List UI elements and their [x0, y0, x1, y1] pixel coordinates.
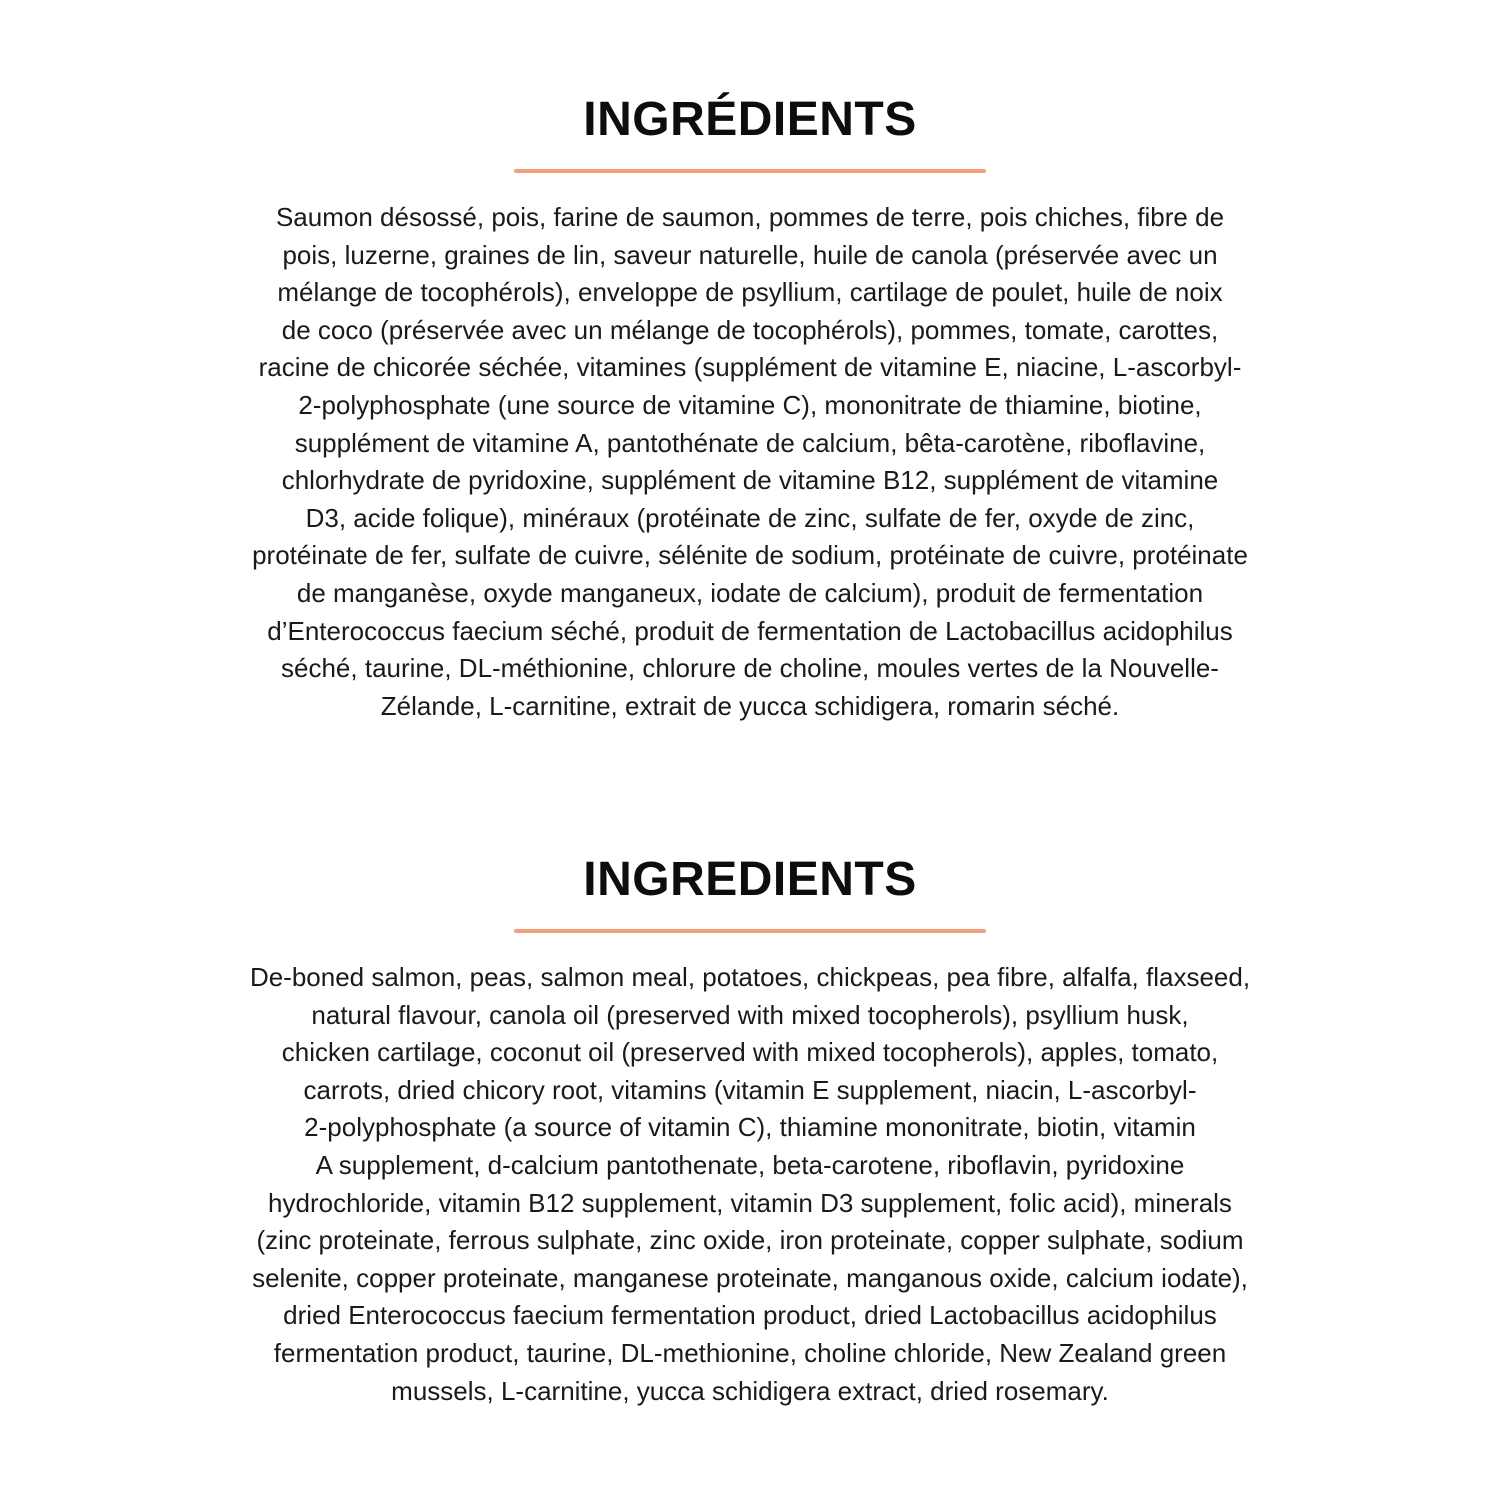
ingredient-line: séché, taurine, DL-méthionine, chlorure de choline, moules vertes de la Nouvelle-: [281, 653, 1219, 684]
ingredient-line: mélange de tocophérols), enveloppe de psyllium, cartilage de poulet, huile de noix: [277, 277, 1223, 308]
ingredient-line: De-boned salmon, peas, salmon meal, potatoes, chickpeas, pea fibre, alfalfa, flaxseed,: [249, 962, 1251, 992]
french-ingredients-text: [100, 199, 1400, 725]
ingredient-line: de coco (préservée avec un mélange de tocophérols), pommes, tomate, carottes,: [281, 314, 1219, 345]
ingredient-line: racine de chicorée séchée, vitamines (supplément de vitamine E, niacine, L-ascorbyl-: [258, 352, 1242, 383]
ingredient-line: selenite, copper proteinate, manganese proteinate, manganous oxide, calcium iodate),: [252, 1262, 1248, 1293]
english-ingredients-section: [0, 848, 1500, 1410]
ingredient-line: de manganèse, oxyde manganeux, iodate de calcium), produit de fermentation: [296, 577, 1204, 608]
ingredient-line: carrots, dried chicory root, vitamins (vitamin E supplement, niacin, L-ascorbyl-: [303, 1074, 1197, 1105]
ingredient-line: d’Enterococcus faecium séché, produit de fermentation de Lactobacillus acidophilus: [267, 615, 1233, 646]
english-heading-divider: [514, 929, 986, 933]
ingredient-line: (zinc proteinate, ferrous sulphate, zinc oxide, iron proteinate, copper sulphate, sodium: [256, 1225, 1244, 1256]
ingredient-line: chicken cartilage, coconut oil (preserved with mixed tocopherols), apples, tomato,: [281, 1037, 1219, 1068]
ingredient-line: fermentation product, taurine, DL-methionine, choline chloride, New Zealand green: [273, 1337, 1227, 1368]
english-heading: INGREDIENTS: [583, 853, 917, 906]
ingredient-line: 2-polyphosphate (a source of vitamin C), thiamine mononitrate, biotin, vitamin: [304, 1112, 1196, 1143]
ingredient-line: dried Enterococcus faecium fermentation product, dried Lactobacillus acidophilus: [283, 1300, 1217, 1331]
ingredient-line: hydrochloride, vitamin B12 supplement, vitamin D3 supplement, folic acid), minerals: [268, 1187, 1232, 1218]
french-heading-divider: [514, 169, 986, 173]
ingredient-line: Zélande, L-carnitine, extrait de yucca schidigera, romarin séché.: [380, 690, 1120, 721]
ingredient-line: protéinate de fer, sulfate de cuivre, sélénite de sodium, protéinate de cuivre, protéinate: [252, 540, 1248, 571]
ingredient-line: chlorhydrate de pyridoxine, supplément de vitamine B12, supplément de vitamine: [281, 465, 1219, 496]
ingredient-line: A supplement, d-calcium pantothenate, beta-carotene, riboflavin, pyridoxine: [315, 1149, 1185, 1180]
ingredient-line: D3, acide folique), minéraux (protéinate de zinc, sulfate de fer, oxyde de zinc,: [305, 502, 1195, 533]
ingredient-line: 2-polyphosphate (une source de vitamine C), mononitrate de thiamine, biotine,: [298, 389, 1202, 420]
ingredient-line: pois, luzerne, graines de lin, saveur naturelle, huile de canola (préservée avec un: [282, 239, 1218, 270]
ingredient-line: natural flavour, canola oil (preserved with mixed tocopherols), psyllium husk,: [311, 999, 1189, 1030]
english-ingredients-text: [100, 959, 1400, 1410]
ingredient-line: mussels, L-carnitine, yucca schidigera extract, dried rosemary.: [391, 1375, 1109, 1406]
french-ingredients-section: [0, 88, 1500, 725]
french-heading: INGRÉDIENTS: [583, 93, 917, 146]
ingredient-line: Saumon désossé, pois, farine de saumon, pommes de terre, pois chiches, fibre de: [275, 202, 1225, 232]
ingredient-line: supplément de vitamine A, pantothénate de calcium, bêta-carotène, riboflavine,: [294, 427, 1206, 458]
